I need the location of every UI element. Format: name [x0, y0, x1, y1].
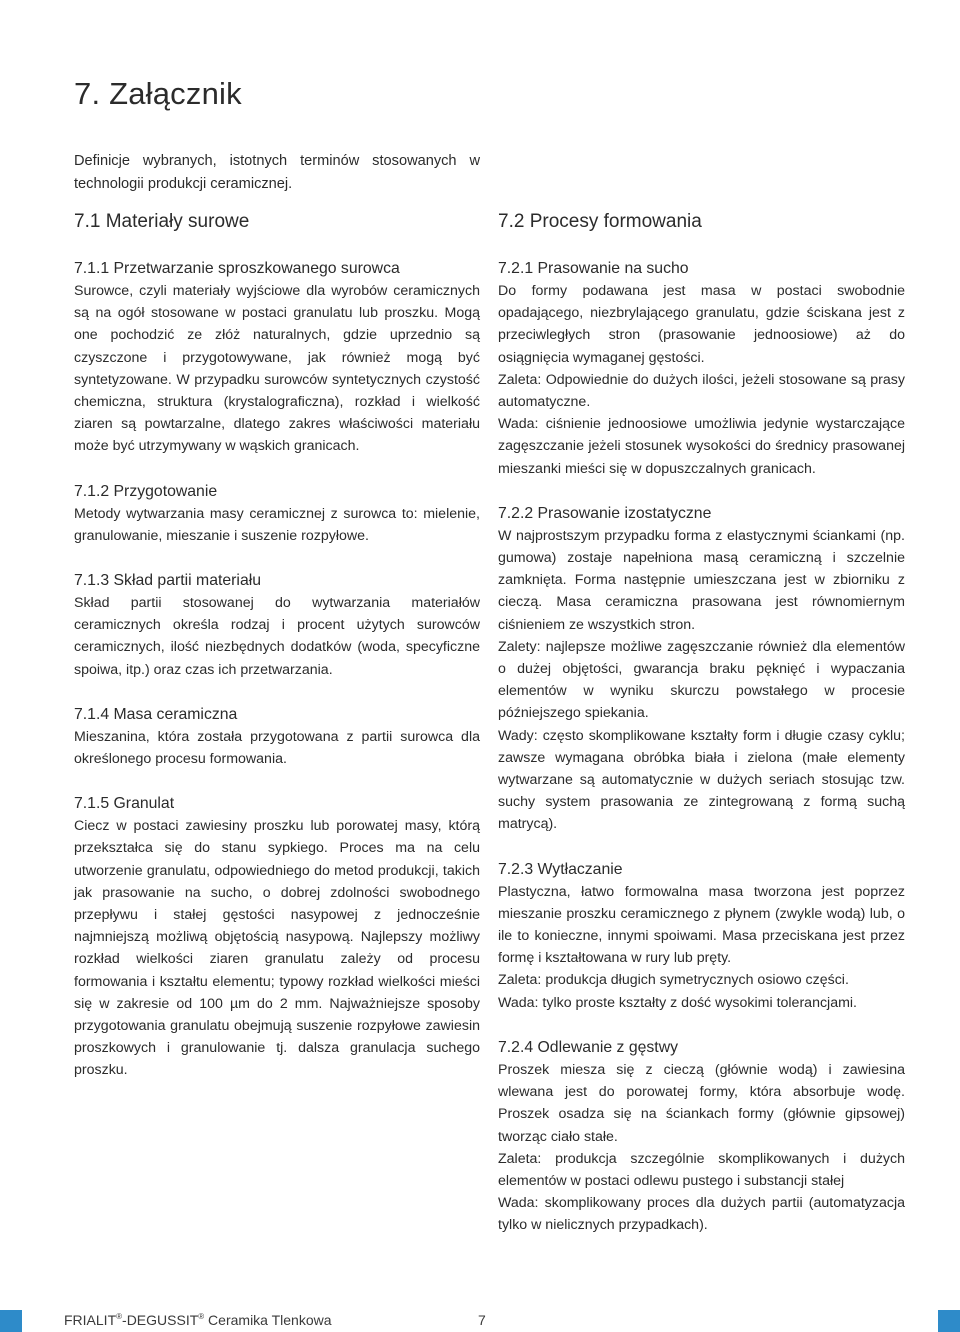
- footer-brand-name-2: -DEGUSSIT: [122, 1312, 199, 1328]
- subsection-batch-composition: [74, 569, 480, 681]
- subsection-title: 7.2.1 Prasowanie na sucho: [498, 260, 689, 277]
- paragraph-advantage: Zaleta: Odpowiednie do dużych ilości, jeżeli stosowane są prasy automatyczne.: [498, 371, 905, 411]
- subsection-extrusion: [498, 858, 905, 1014]
- paragraph: Metody wytwarzania masy ceramicznej z surowca to: mielenie, granulowanie, mieszanie i suszenie rozpyłowe.: [74, 505, 480, 544]
- footer-accent-square-right: [938, 1310, 960, 1332]
- page-number: 7: [478, 1312, 486, 1328]
- subsection-title: 7.2.3 Wytłaczanie: [498, 860, 623, 878]
- subsection-title: 7.2.2 Prasowanie izostatyczne: [498, 504, 712, 522]
- footer-subtitle: Ceramika Tlenkowa: [204, 1312, 332, 1328]
- subsection-powder-processing: [74, 257, 480, 458]
- subsection-preparation: [74, 480, 480, 547]
- subsection-title: 7.1.1 Przetwarzanie sproszkowanego surowca: [74, 260, 400, 277]
- section-heading-forming: 7.2 Procesy formowania: [498, 211, 702, 232]
- left-column: [74, 210, 480, 1104]
- paragraph-disadvantage: Wada: tylko proste kształty z dość wysokimi tolerancjami.: [498, 994, 858, 1011]
- footer-accent-square-left: [0, 1310, 22, 1332]
- paragraph-disadvantage: Wada: skomplikowany proces dla dużych partii (automatyzacja tylko w nielicznych przypadkach).: [498, 1195, 905, 1234]
- paragraph: W najprostszym przypadku forma z elastycznymi ściankami (np. gumowa) zostaje napełniona masą ceramiczną i szczelnie zamknięta. Forma następnie umieszczana jest w zbiorniku z cieczą. Masa ceramiczna prasowana jest równomiernym ciśnieniem ze wszystkich stron.: [498, 527, 905, 633]
- paragraph-advantage: Zaleta: produkcja długich symetrycznych osiowo części.: [498, 972, 849, 989]
- paragraph-disadvantages: Wady: często skomplikowane kształty form i długie czasy cyklu; zawsze wymagana obróbka biała i zielona (małe elementy wytwarzane są automatycznie w dużych seriach stosując tzw. suchy system prasowania ze zintegrowaną z formą suchą matrycą).: [498, 727, 905, 833]
- paragraph: Proszek miesza się z cieczą (głównie wodą) i zawiesina wlewana jest do porowatej formy, która absorbuje wodę. Proszek osadza się na ściankach formy (głównie gipsowej) tworząc ciało stałe.: [498, 1061, 905, 1145]
- paragraph-advantage: Zaleta: produkcja szczególnie skomplikowanych i dużych elementów w postaci odlewu pustego i substancji stałej: [498, 1150, 905, 1189]
- section-heading-materials: 7.1 Materiały surowe: [74, 211, 250, 232]
- registered-mark: ®: [116, 1312, 123, 1321]
- intro-text: Definicje wybranych, istotnych terminów stosowanych w technologii produkcji ceramicznej.: [74, 153, 480, 192]
- paragraph-advantages: Zalety: najlepsze możliwe zagęszczanie również dla elementów o dużej objętości, gwarancja braku pęknięć i wypaczania elementów w wyniku skurczu powstałego w procesie późniejszego spiekania.: [498, 638, 905, 722]
- footer-brand-name: FRIALIT: [64, 1312, 117, 1328]
- paragraph: Mieszanina, która została przygotowana z partii surowca dla określonego procesu formowania.: [74, 728, 480, 768]
- subsection-title: 7.1.3 Skład partii materiału: [74, 572, 262, 590]
- subsection-title: 7.1.5 Granulat: [74, 795, 175, 813]
- subsection-ceramic-mass: [74, 703, 480, 770]
- page-title: 7. Załącznik: [74, 76, 242, 111]
- footer-brand: [64, 1312, 332, 1328]
- right-column: [498, 210, 905, 1259]
- paragraph: Plastyczna, łatwo formowalna masa tworzona jest poprzez mieszanie proszku ceramicznego z płynem (zwykle wodą) lub, o ile to konieczne, innymi spoiwami. Masa przeciskana jest przez formę i kształtowana w rury lub pręty.: [498, 883, 905, 967]
- subsection-title: 7.1.2 Przygotowanie: [74, 482, 218, 500]
- subsection-granulate: [74, 792, 480, 1081]
- paragraph: Skład partii stosowanej do wytwarzania materiałów ceramicznych określa rodzaj i procent użytych surowców ceramicznych, ilość niezbędnych dodatków (woda, specyficzne spoiwa, itp.) oraz czas ich przetwarzania.: [74, 595, 480, 678]
- paragraph: Surowce, czyli materiały wyjściowe dla wyrobów ceramicznych są na ogół stosowane w postaci granulatu lub proszku. Mogą one pochodzić ze złóż naturalnych, gdzie uprzednio są czyszczone i przygotowywane, jak również mogą być syntetyzowane. W przypadku surowców syntetycznych czystość chemiczna, struktura (krystalograficzna), rozkład i wielkość ziaren są powtarzalne, dlatego zakres właściwości materiału może być utrzymywany w wąskich granicach.: [74, 283, 480, 455]
- paragraph: Ciecz w postaci zawiesiny proszku lub porowatej masy, którą przekształca się do stanu sypkiego. Proces ma na celu utworzenie granulatu, odpowiedniego do metod produkcji, takich jak prasowanie na sucho, o dobrej zdolności swobodnego przepływu i stałej gęstości nasypowej z jednocześnie najmniejszą możliwą objętością nasypową. Najlepszy możliwy rozkład wielkości ziaren granulatu zależy od procesu formowania i kształtu elementu; typowy rozkład wielkości mieści się w zakresie od 100 µm do 2 mm. Najważniejsze sposoby przygotowania granulatu obejmują suszenie rozpyłowe zawiesin proszkowych i granulowanie tj. dalsza granulacja suchego proszku.: [74, 818, 480, 1079]
- subsection-dry-pressing: [498, 257, 905, 480]
- subsection-isostatic-pressing: [498, 502, 905, 836]
- subsection-title: 7.2.4 Odlewanie z gęstwy: [498, 1038, 679, 1056]
- subsection-title: 7.1.4 Masa ceramiczna: [74, 705, 238, 723]
- subsection-slip-casting: [498, 1036, 905, 1237]
- paragraph: Do formy podawana jest masa w postaci swobodnie opadającego, niezbrylającego granulatu, gdzie ściskana jest z przeciwległych stron (prasowanie jednoosiowe) aż do osiągnięcia wymaganej gęstości.: [498, 283, 905, 366]
- registered-mark: ®: [198, 1312, 205, 1321]
- paragraph-disadvantage: Wada: ciśnienie jednoosiowe umożliwia jedynie wystarczające zagęszczanie jeżeli stosunek wysokości do średnicy prasowanej mieszanki mieści się w dopuszczalnych granicach.: [498, 416, 905, 477]
